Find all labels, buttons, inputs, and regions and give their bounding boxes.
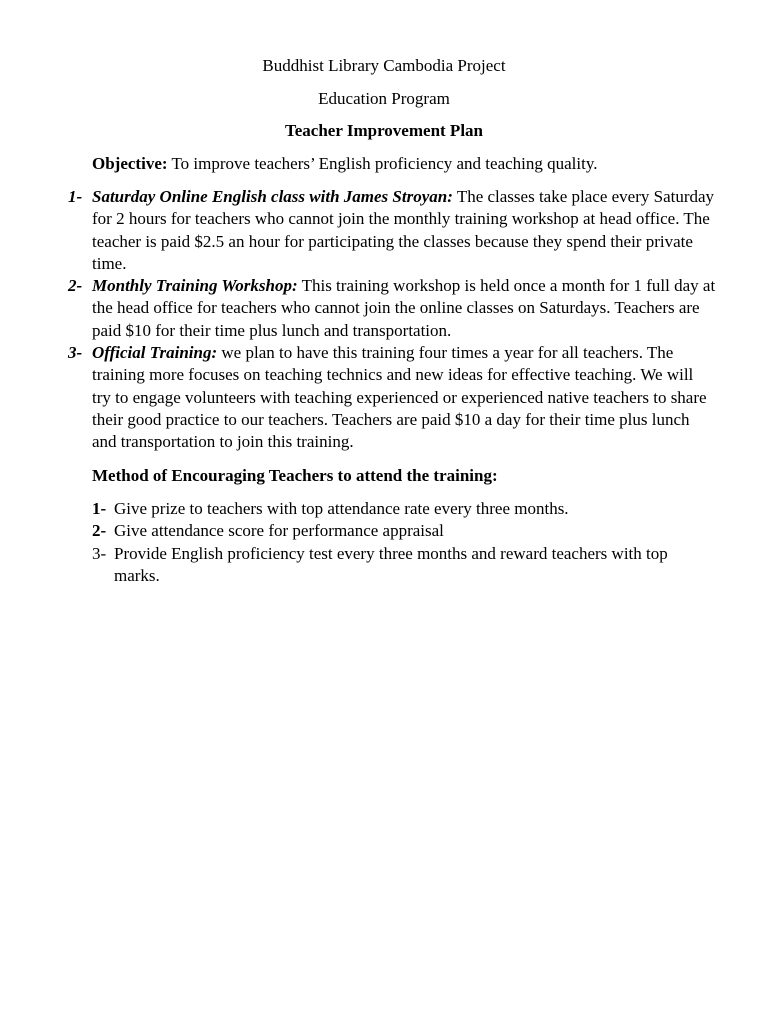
- method-item-number: 2-: [92, 521, 107, 541]
- plan-item-title: Official Training:: [92, 343, 218, 363]
- program-name: Education Program: [318, 89, 450, 108]
- objective-text: To improve teachers’ English proficiency and teaching quality.: [167, 154, 598, 173]
- method-list: [0, 498, 768, 587]
- plan-item: [0, 342, 716, 453]
- document-title: Teacher Improvement Plan: [284, 121, 483, 140]
- plan-item-number: 2-: [68, 276, 83, 296]
- plan-item-title: Saturday Online English class with James Stroyan:: [92, 187, 453, 206]
- plan-item-number: 3-: [68, 343, 83, 363]
- method-item-text: Give attendance score for performance appraisal: [114, 521, 444, 541]
- organization-name: Buddhist Library Cambodia Project: [262, 56, 506, 75]
- objective-paragraph: [92, 153, 598, 175]
- method-item-text: Provide English proficiency test every three months and reward teachers with top marks.: [114, 543, 668, 585]
- plan-item: [0, 275, 716, 342]
- plan-list: [0, 186, 768, 454]
- method-heading: Method of Encouraging Teachers to attend the training:: [92, 466, 498, 485]
- method-item-number: 1-: [92, 499, 107, 518]
- plan-item-title: Monthly Training Workshop:: [92, 276, 298, 296]
- method-item: [0, 543, 716, 588]
- plan-item-text: The classes take place every Saturday for 2 hours for teachers who cannot join the monthly training workshop at head office. The teacher is paid $2.5 an hour for participating the classes because they spend their private time.: [92, 187, 715, 273]
- method-item-text: Give prize to teachers with top attendance rate every three months.: [114, 499, 569, 518]
- method-item: [0, 520, 716, 542]
- objective-label: Objective:: [92, 154, 168, 173]
- plan-item-number: 1-: [68, 187, 83, 206]
- plan-item-text: This training workshop is held once a month for 1 full day at the head office for teachers who cannot join the online classes on Saturdays. Teachers are paid $10 for their time plus lunch and transportation.: [92, 276, 716, 340]
- plan-item-text: we plan to have this training four times a year for all teachers. The training more focuses on teaching technics and new ideas for effective teaching. We will try to engage volunteers with teaching experienced or experienced native teachers to share their good practice to our teachers. Teachers are paid $10 a day for their time plus lunch and transportation to join this training.: [92, 343, 707, 452]
- plan-item: [0, 186, 716, 275]
- method-item: [0, 498, 716, 520]
- method-item-number: 3-: [92, 543, 107, 563]
